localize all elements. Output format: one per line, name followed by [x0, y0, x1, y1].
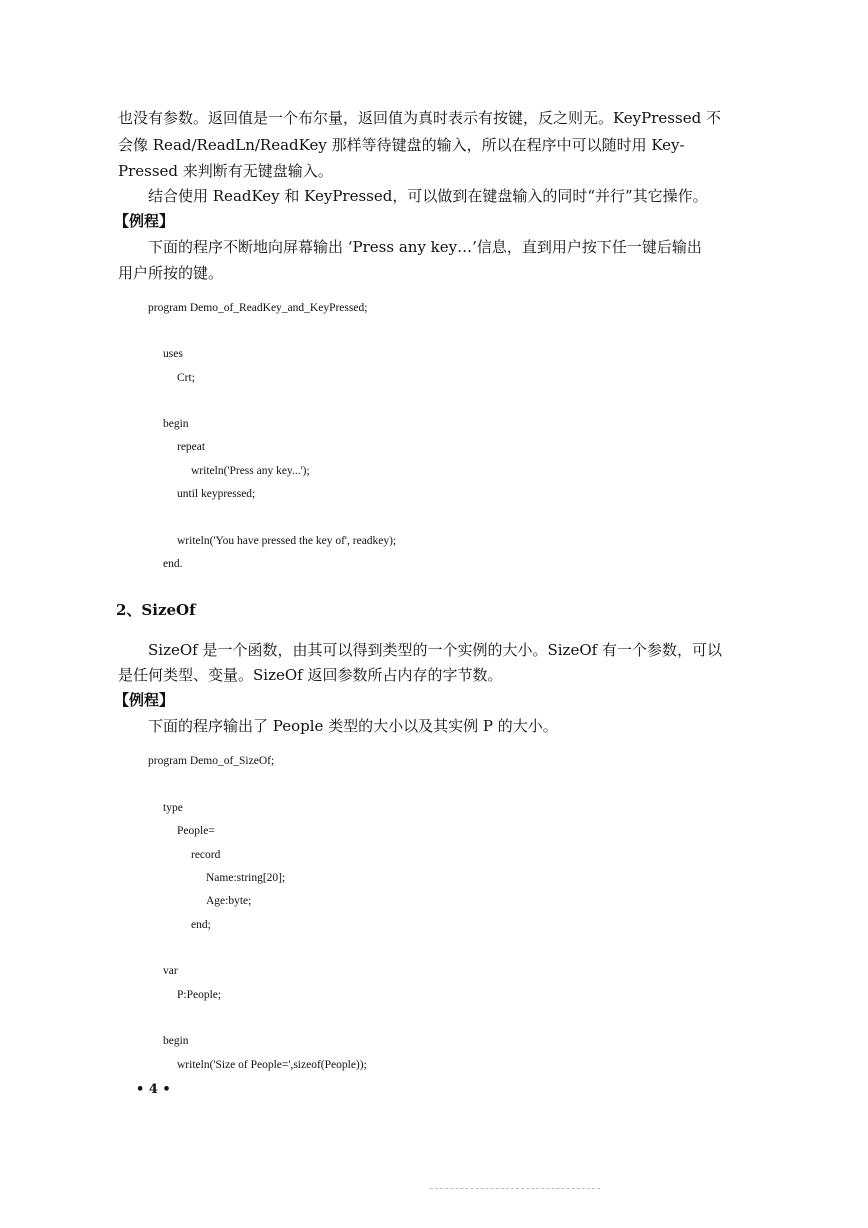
example2-description: 下面的程序输出了 People 类型的大小以及其实例 P 的大小。: [148, 717, 558, 735]
code-line: Crt;: [177, 372, 195, 384]
intro-line-4: 结合使用 ReadKey 和 KeyPressed，可以做到在键盘输入的同时“并行”其它操作。: [148, 187, 708, 205]
code-line: writeln('Press any key...');: [191, 465, 310, 477]
code-line: begin: [163, 418, 189, 430]
code-line: writeln('Size of People=',sizeof(People));: [177, 1059, 367, 1071]
example-label-1: 【例程】: [114, 212, 175, 230]
code-line: uses: [163, 348, 183, 360]
code-line: writeln('You have pressed the key of', readkey);: [177, 535, 397, 547]
sizeof-paragraph-line-2: 是任何类型、变量。SizeOf 返回参数所占内存的字节数。: [118, 666, 503, 684]
code-line: until keypressed;: [177, 488, 256, 500]
sizeof-paragraph-line-1: SizeOf 是一个函数，由其可以得到类型的一个实例的大小。SizeOf 有一个参数，可以: [148, 641, 722, 659]
code-line: People=: [177, 825, 215, 837]
code-line: record: [191, 849, 221, 861]
code-line: Name:string[20];: [206, 872, 286, 884]
code-line: P:People;: [177, 989, 222, 1001]
example1-description-line-2: 用户所按的键。: [118, 264, 224, 282]
code-line: program Demo_of_SizeOf;: [148, 755, 275, 767]
example-label-2: 【例程】: [114, 691, 175, 709]
code-line: end;: [191, 919, 211, 931]
code-line: type: [163, 802, 183, 814]
code-line: repeat: [177, 441, 206, 453]
intro-line-1: 也没有参数。返回值是一个布尔量，返回值为真时表示有按键，反之则无。KeyPressed 不: [118, 109, 721, 127]
code-line: begin: [163, 1035, 189, 1047]
code-line: var: [163, 965, 178, 977]
code-line: program Demo_of_ReadKey_and_KeyPressed;: [148, 302, 368, 314]
code-line: Age:byte;: [206, 895, 252, 907]
page-number: • 4 •: [136, 1082, 171, 1097]
intro-line-2: 会像 Read/ReadLn/ReadKey 那样等待键盘的输入，所以在程序中可以随时用 Key-: [118, 136, 685, 154]
intro-line-3: Pressed 来判断有无键盘输入。: [118, 162, 333, 180]
example1-description-line-1: 下面的程序不断地向屏幕输出 ‘Press any key…’信息，直到用户按下任一键后输出: [148, 238, 702, 256]
code-line: end.: [163, 558, 183, 570]
scan-artifact-divider: [430, 1188, 600, 1189]
section-heading-sizeof: 2、SizeOf: [116, 601, 196, 619]
